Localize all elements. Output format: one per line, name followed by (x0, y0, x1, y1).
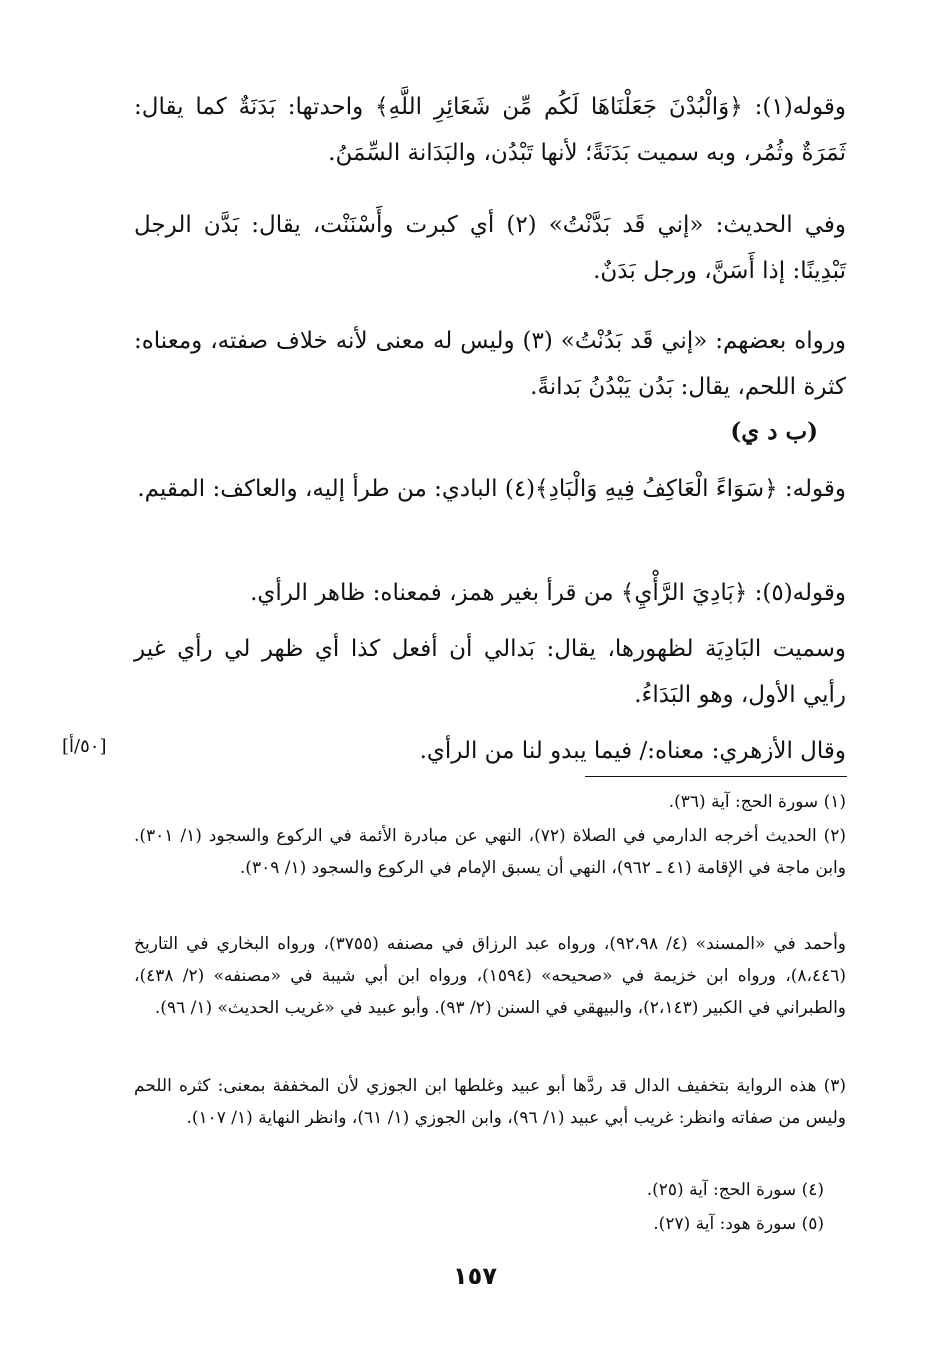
manuscript-page-reference: [٥٠/أ] (62, 736, 107, 757)
paragraph-hadith-badantu: ورواه بعضهم: «إني قَد بَدُنْتُ» (٣) وليس له معنى لأنه خلاف صفته، ومعناه: كثرة اللحم، يقال: بَدُن يَبْدُنُ بَدانةً. (134, 328, 847, 400)
paragraph-azhari: وقال الأزهري: معناه:/ فيما يبدو لنا من الرأي. (419, 738, 846, 764)
page-number: ١٥٧ (453, 1262, 497, 1290)
footnote-3: (٣) هذه الرواية بتخفيف الدال قد ردَّها أبو عبيد وغلطها ابن الجوزي لأن المخففة بمعنى: كثره اللحم وليس من صفاته وانظر: غريب أبي عبيد (١/ ٩٦)، وابن الجوزي (١/ ٦١)، وانظر النهاية (١/ ١٠٧). (134, 1076, 846, 1128)
paragraph-badiya: وسميت البَادِيَة لظهورها، يقال: بَدالي أن أفعل كذا أي ظهر لي رأي غير رأيي الأول، وهو البَدَاءُ. (134, 636, 846, 708)
footnote-4: (٤) سورة الحج: آية (٢٥). (646, 1180, 824, 1200)
footnote-2: (٢) الحديث أخرجه الدارمي في الصلاة (٧٢)، النهي عن مبادرة الأئمة في الركوع والسجود (١/ ٣٠١). وابن ماجة في الإقامة (٤١ ـ ٩٦٢)، النهي أن يسبق الإمام في الركوع والسجود (١/ ٣٠٩). (134, 826, 846, 878)
footnote-separator (585, 776, 847, 777)
footnote-1: (١) سورة الحج: آية (٣٦). (668, 792, 846, 812)
paragraph-hadith-baddantu: وفي الحديث: «إني قَد بَدَّنْتُ» (٢) أي كبرت وأَسْنَنْت، يقال: بَدَّن الرجل تَبْدِينًا: إذا أَسَنَّ، ورجل بَدَنٌ. (134, 212, 846, 284)
paragraph-akif-bad: وقوله: ﴿سَوَاءً الْعَاكِفُ فِيهِ وَالْبَادِ﴾(٤) البادي: من طرأ إليه، والعاكف: المقيم. (137, 476, 846, 502)
paragraph-budn: وقوله(١): ﴿وَالْبُدْنَ جَعَلْنَاهَا لَكُم مِّن شَعَائِرِ اللَّهِ﴾ واحدتها: بَدَنَةٌ كما يقال: ثَمَرَةٌ وثُمُر، وبه سميت بَدَنَةً؛ لأنها تَبْدُن، والبَدَانة السِّمَنُ. (134, 94, 846, 166)
section-heading: (ب د ي) (730, 418, 818, 445)
paragraph-badi-alray: وقوله(٥): ﴿بَادِيَ الرَّأْيِ﴾ من قرأ بغير همز، فمعناه: ظاهر الرأي. (250, 580, 846, 606)
footnote-5: (٥) سورة هود: آية (٢٧). (653, 1214, 824, 1234)
footnote-2-continued: وأحمد في «المسند» (٤/ ٩٢،٩٨)، ورواه عبد الرزاق في مصنفه (٣٧٥٥)، ورواه البخاري في التاريخ (٨،٤٤٦)، ورواه ابن خزيمة في «صحيحه» (١٥٩٤)، ورواه ابن أبي شيبة في «مصنفه» (٢/ ٤٣٨)، والطبراني في الكبير (٢،١٤٣)، والبيهقي في السنن (٢/ ٩٣). وأبو عبيد في «غريب الحديث» (١/ ٩٦). (134, 934, 846, 1018)
